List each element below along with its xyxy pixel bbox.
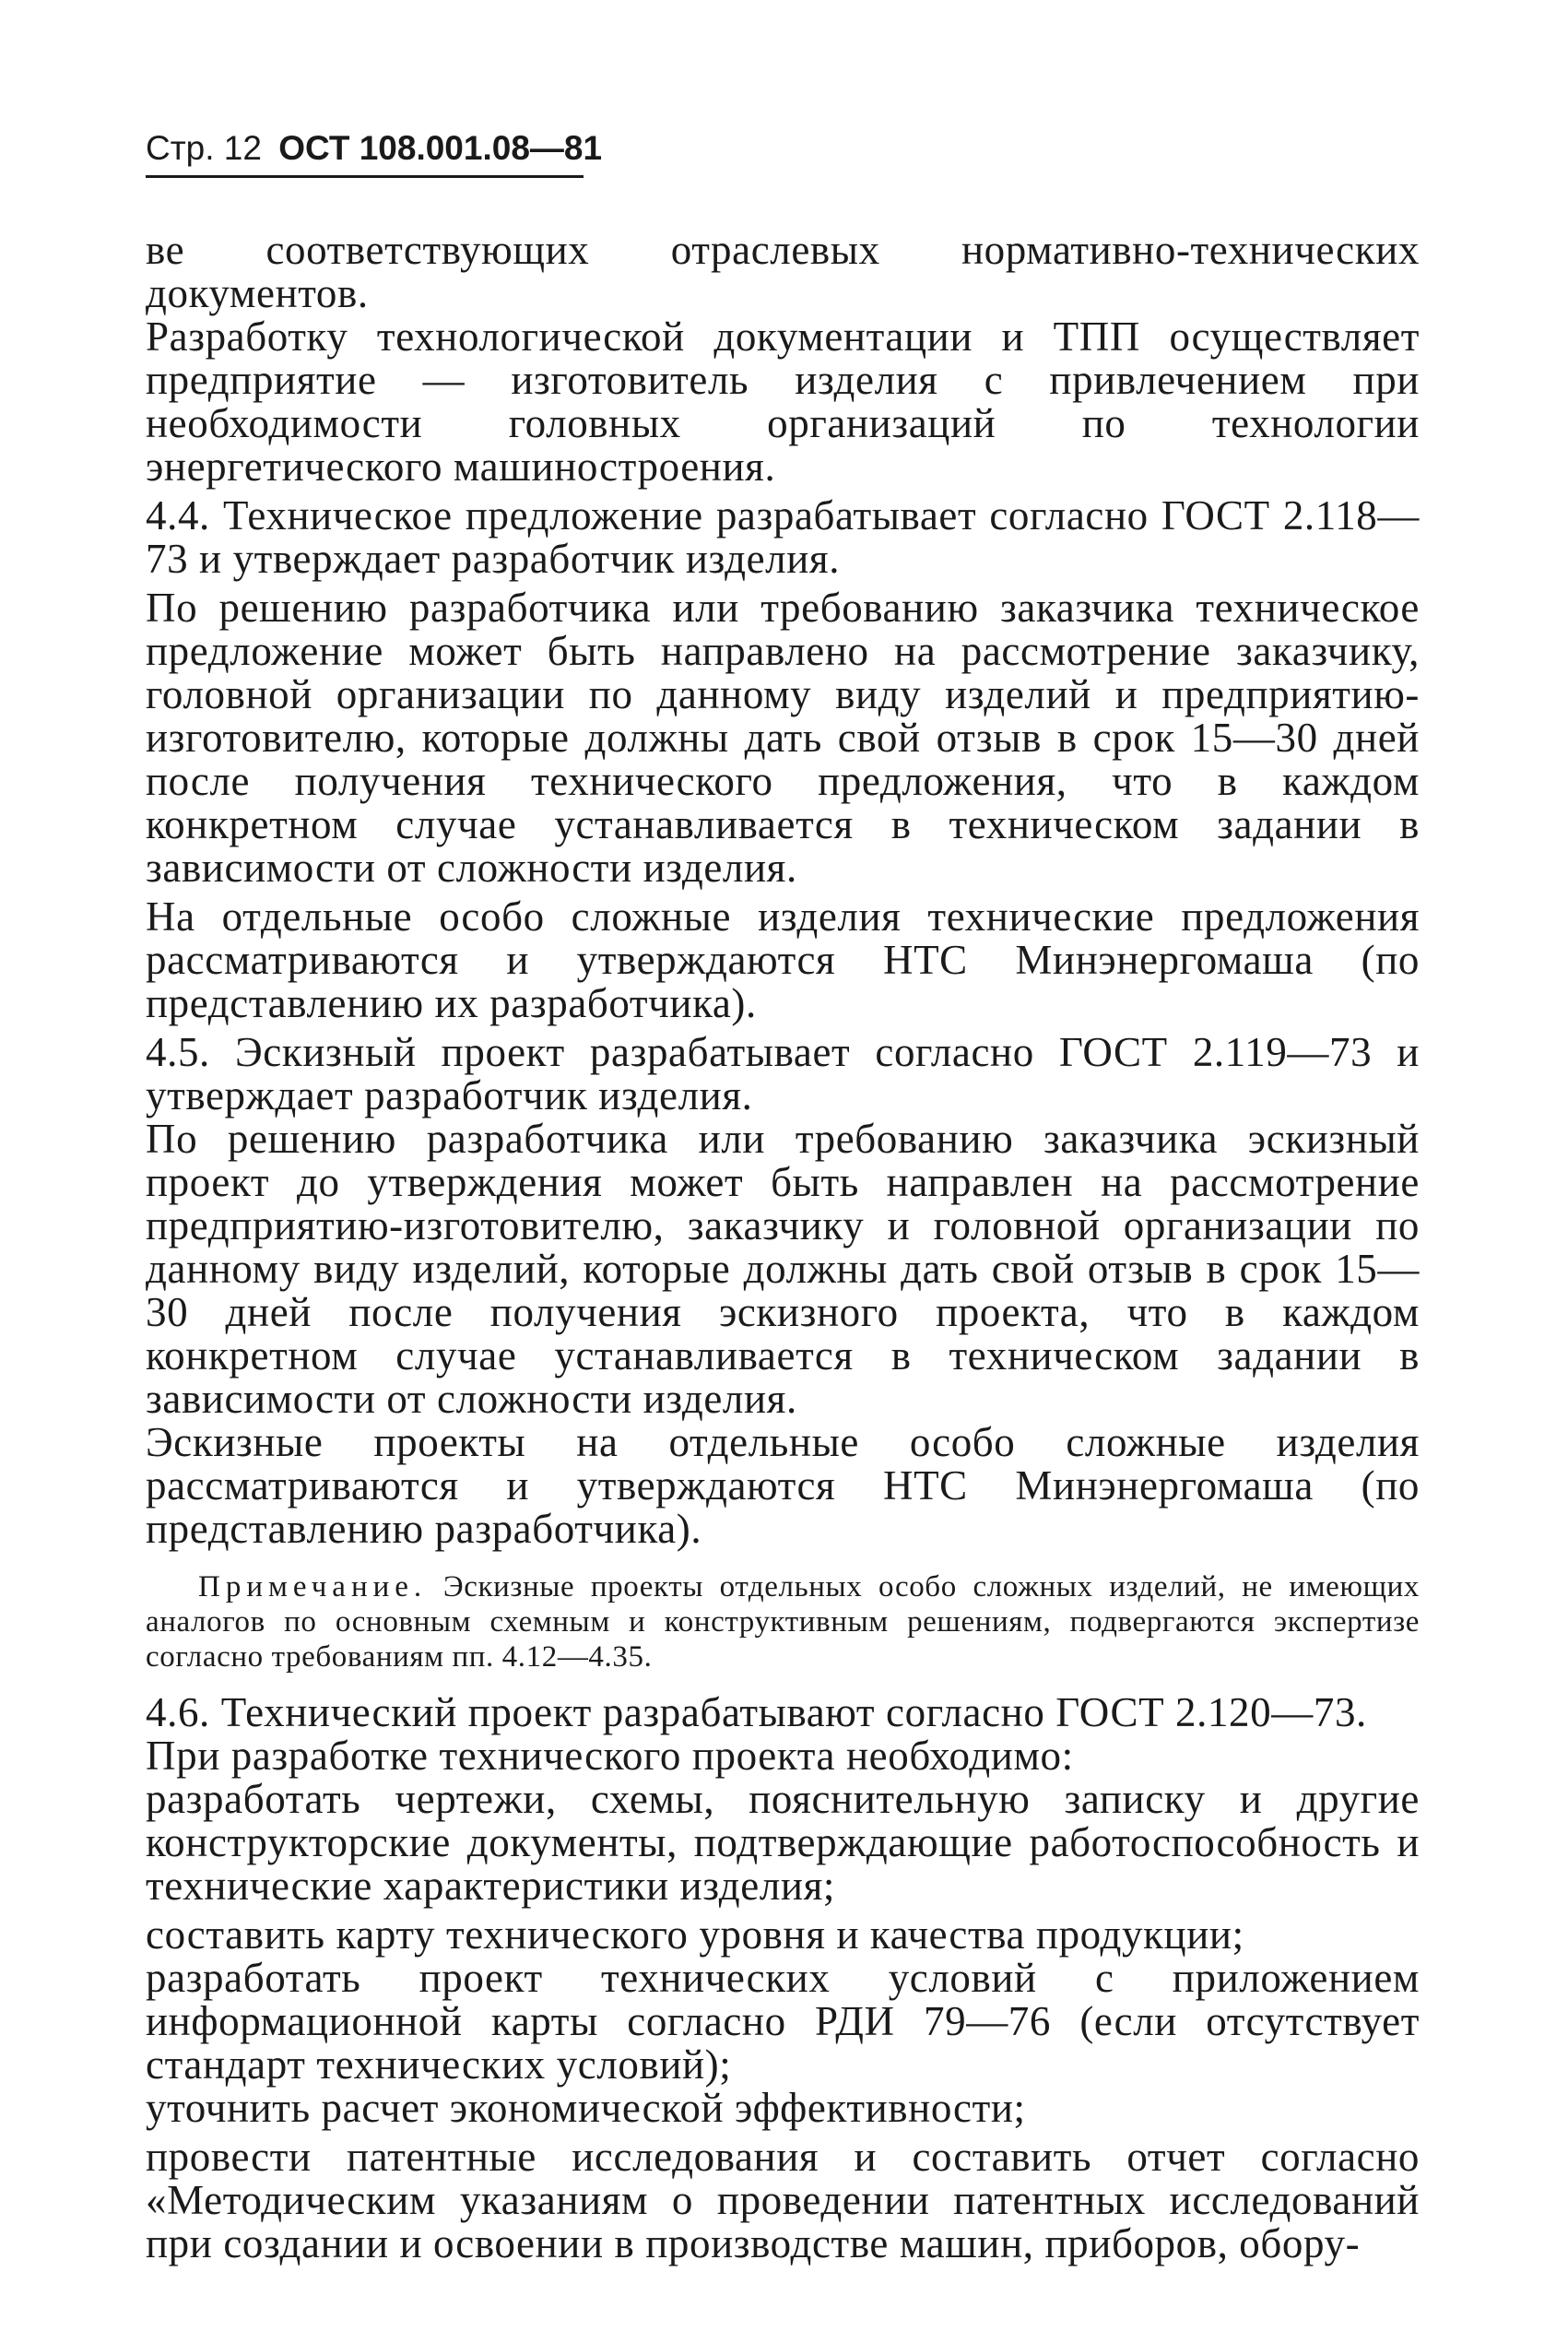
note-block [146,1569,1420,1674]
paragraph: ве соответствующих отраслевых нормативно-технических документов. [146,227,1420,316]
standard-number: ОСТ 108.001.08—81 [278,129,603,167]
paragraph: При разработке технического проекта необходимо: [146,1733,1074,1779]
list-item: разработать проект технических условий с приложением информационной карты согласно РДИ 79—76 (если отсутствует стандарт технических условий); [146,1955,1420,2088]
paragraph: Эскизные проекты на отдельные особо сложные изделия рассматриваются и утверждаются НТС Минэнергомаша (по представлению разработчика). [146,1419,1420,1552]
clause-4-4: 4.4. Техническое предложение разрабатывает согласно ГОСТ 2.118—73 и утверждает разработчик изделия. [146,492,1420,582]
list-item: составить карту технического уровня и качества продукции; [146,1911,1244,1958]
clause-4-5: 4.5. Эскизный проект разрабатывает согласно ГОСТ 2.119—73 и утверждает разработчик изделия. [146,1029,1420,1118]
paragraph: По решению разработчика или требованию заказчика техническое предложение может быть направлено на рассмотрение заказчику, головной организации по данному виду изделий и предприятию-изготовителю, которые должны дать свой отзыв в срок 15—30 дней после получения технического предложения, что в каждом конкретном случае устанавливается в техническом задании в зависимости от сложности изделия. [146,585,1420,891]
list-item: провести патентные исследования и составить отчет согласно «Методическим указаниям о проведении патентных исследований при создании и освоении в производстве машин, приборов, обору- [146,2134,1420,2266]
document-body [146,227,1421,2266]
page-header [146,127,603,178]
page-number: Стр. 12 [146,129,262,167]
paragraph: По решению разработчика или требованию заказчика эскизный проект до утверждения может быть направлен на рассмотрение предприятию-изготовителю, заказчику и головной организации по данному виду изделий, которые должны дать свой отзыв в срок 15—30 дней после получения эскизного проекта, что в каждом конкретном случае устанавливается в техническом задании в зависимости от сложности изделия. [146,1116,1420,1422]
note-label: Примечание. [198,1570,428,1603]
paragraph: На отдельные особо сложные изделия технические предложения рассматриваются и утверждаются НТС Минэнергомаша (по представлению их разработчика). [146,893,1420,1026]
paragraph: Разработку технологической документации и ТПП осуществляет предприятие — изготовитель изделия с привлечением при необходимости головных организаций по технологии энергетического машиностроения. [146,314,1420,490]
clause-4-6: 4.6. Технический проект разрабатывают согласно ГОСТ 2.120—73. [146,1689,1367,1735]
list-item: разработать чертежи, схемы, пояснительную записку и другие конструкторские документы, подтверждающие работоспособность и технические характеристики изделия; [146,1776,1420,1909]
note-text: Эскизные проекты отдельных особо сложных изделий, не имеющих аналогов по основным схемным и конструктивным решениям, подвергаются экспертизе согласно требованиям пп. 4.12—4.35. [146,1570,1421,1674]
list-item: уточнить расчет экономической эффективности; [146,2085,1026,2131]
